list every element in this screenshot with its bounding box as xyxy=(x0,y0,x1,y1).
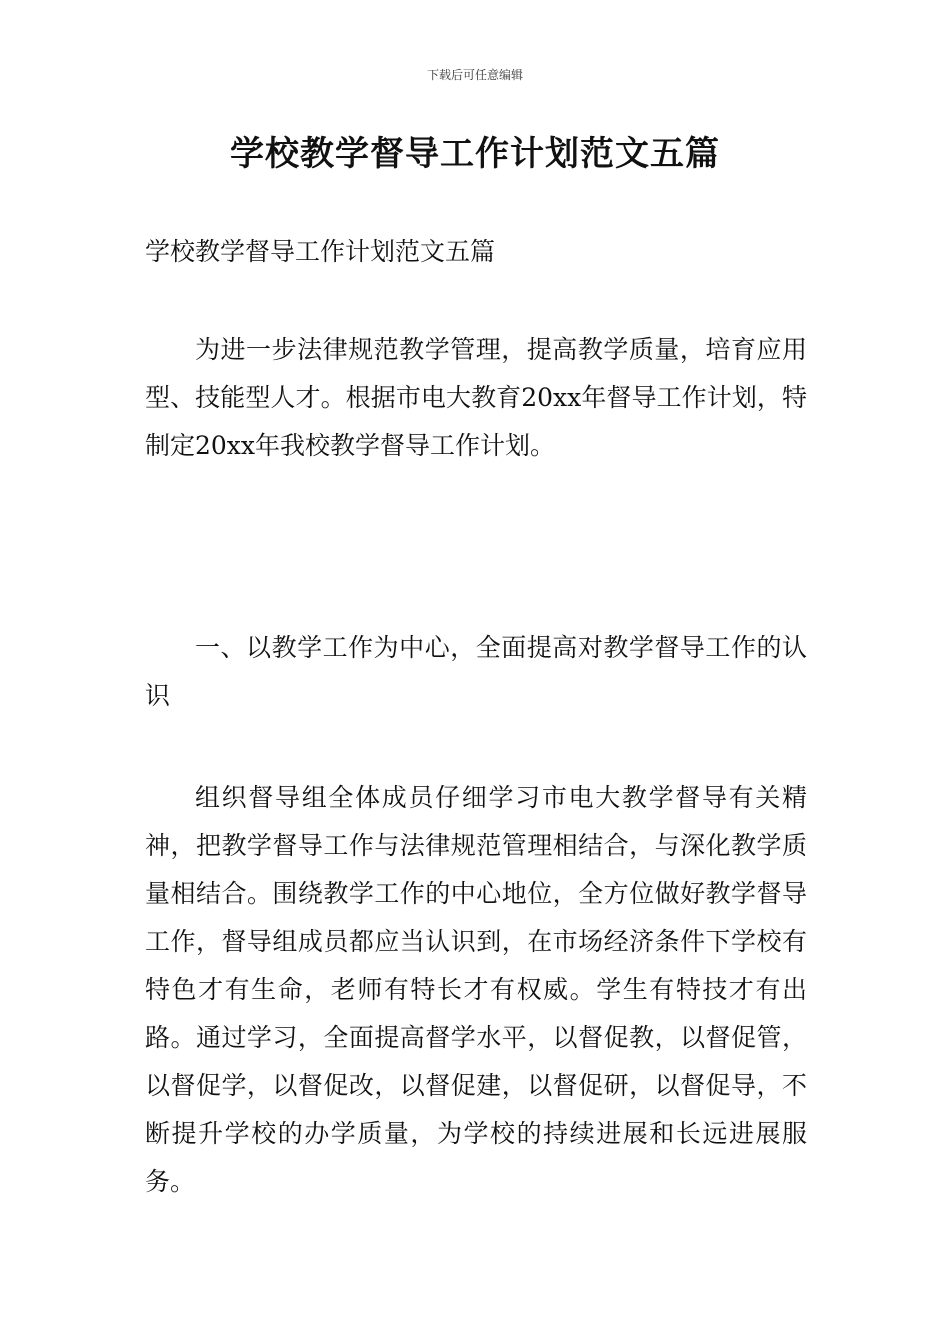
section-body-1: 组织督导组全体成员仔细学习市电大教学督导有关精神，把教学督导工作与法律规范管理相结合，与深化教学质量相结合。围绕教学工作的中心地位，全方位做好教学督导工作，督导组成员都应当认识到，在市场经济条件下学校有特色才有生命，老师有特长才有权威。学生有特技才有出路。通过学习，全面提高督学水平，以督促教，以督促管，以督促学，以督促改，以督促建，以督促研，以督促导，不断提升学校的办学质量，为学校的持续进展和长远进展服务。 xyxy=(145,783,807,1196)
intro-paragraph: 为进一步法律规范教学管理，提高教学质量，培育应用型、技能型人才。根据市电大教育20xx年督导工作计划，特制定20xx年我校教学督导工作计划。 xyxy=(145,335,807,460)
document-subtitle: 学校教学督导工作计划范文五篇 xyxy=(145,237,496,266)
section-body-block xyxy=(145,774,807,1206)
intro-paragraph-block xyxy=(145,326,807,470)
document-title: 学校教学督导工作计划范文五篇 xyxy=(230,134,720,174)
section-heading-1: 一、以教学工作为中心，全面提高对教学督导工作的认识 xyxy=(145,633,807,710)
section-heading-block xyxy=(145,624,807,720)
header-note: 下载后可任意编辑 xyxy=(426,68,523,82)
